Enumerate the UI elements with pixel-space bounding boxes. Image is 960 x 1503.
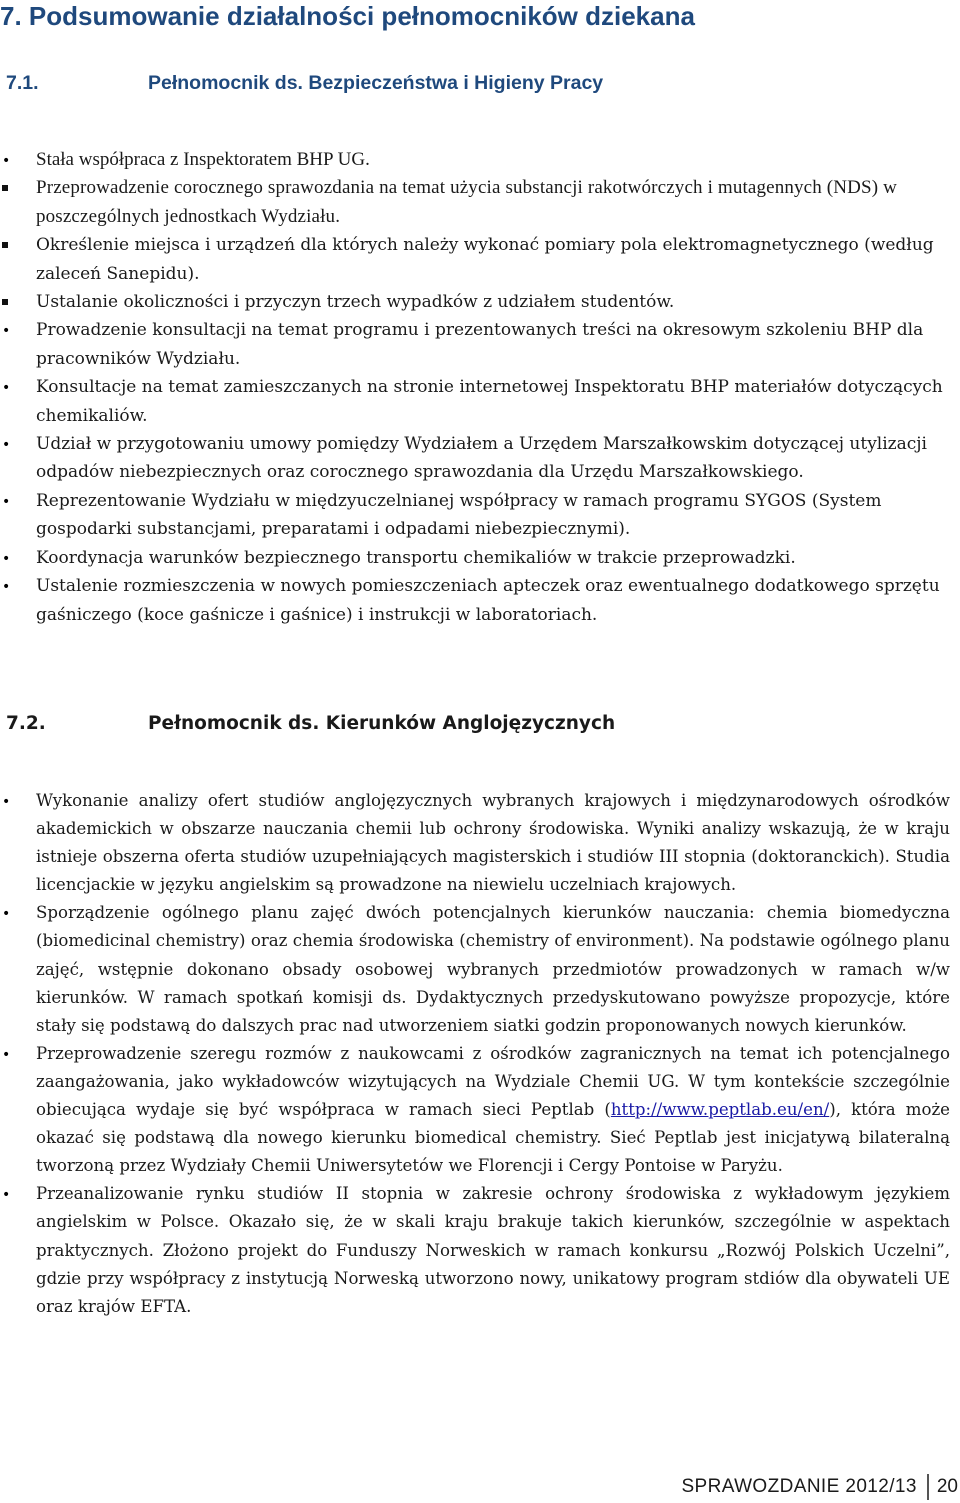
list-item-text: Konsultacje na temat zamieszczanych na stronie internetowej Inspektoratu BHP materiałów dotyczących chemikaliów. xyxy=(36,377,943,426)
list-item-text-before-link: Przeprowadzenie szeregu rozmów z naukowcami z ośrodków zagranicznych na temat ich potencjalnego zaangażowania, jako wykładowców wizytujących na Wydziale Chemii UG. W tym kontekście szczególnie obiecująca wydaje się być współpraca w ramach sieci Peptlab ( xyxy=(36,1043,950,1120)
bullet-dot-icon xyxy=(2,544,16,573)
bullet-dot-icon xyxy=(2,373,16,402)
section-7-2-heading xyxy=(6,708,615,740)
list-item xyxy=(0,1180,950,1320)
list-item-text: Koordynacja warunków bezpiecznego transportu chemikaliów w trakcie przeprowadzki. xyxy=(36,547,796,568)
list-item xyxy=(0,899,950,1039)
bullet-dot-icon xyxy=(2,487,16,516)
report-label: SPRAWOZDANIE 2012/13 xyxy=(681,1475,917,1497)
list-item-text: Wykonanie analizy ofert studiów anglojęzycznych wybranych krajowych i międzynarodowych ośrodków akademickich w obszarze nauczania chemii lub ochrony środowiska. Wyniki analizy wskazują, że w kraju istnieje obszerna oferta studiów uzupełniających magisterskich i studiów III stopnia (doktoranckich). Studia licencjackie w języku angielskim są prowadzone na niewielu uczelniach krajowych. xyxy=(36,791,950,895)
list-item-text: Określenie miejsca i urządzeń dla których należy wykonać pomiary pola elektromagnetycznego (według zaleceń Sanepidu). xyxy=(36,235,934,284)
section-7-2-number: 7.2. xyxy=(6,713,46,734)
bullet-dot-icon xyxy=(2,430,16,459)
list-item-text: Prowadzenie konsultacji na temat programu i prezentowanych treści na okresowym szkoleniu BHP dla pracowników Wydziału. xyxy=(36,320,924,369)
list-item-text: Sporządzenie ogólnego planu zajęć dwóch potencjalnych kierunków nauczania: chemia biomedyczna (biomedicinal chemistry) oraz chemia środowiska (chemistry of environment). Na podstawie ogólnego planu zajęć, wstępnie dokonano obsady osobowej wybranych przedmiotów prowadzonych w ramach w/w kierunków. W ramach spotkań komisji ds. Dydaktycznych przedyskutowano powyższe propozycje, które stały się podstawą do dalszych prac nad utworzeniem siatki godzin proponowanych nowych kierunków. xyxy=(36,903,950,1035)
section-7-1-number: 7.1. xyxy=(6,72,39,94)
list-item xyxy=(0,288,958,316)
page-number: 20 xyxy=(936,1475,958,1497)
section-7-2-title: Pełnomocnik ds. Kierunków Anglojęzycznych xyxy=(148,713,616,734)
list-item xyxy=(0,787,950,899)
bullet-dot-icon xyxy=(2,316,16,345)
section-7-2-list xyxy=(0,787,950,1321)
bullet-dot-icon xyxy=(2,1040,16,1069)
list-item xyxy=(0,373,958,430)
section-7-1-list xyxy=(0,146,958,629)
list-item xyxy=(0,174,958,231)
bullet-dot-icon xyxy=(2,787,16,816)
page-title: 7. Podsumowanie działalności pełnomocników dziekana xyxy=(0,1,695,31)
bullet-dot-icon xyxy=(2,899,16,928)
section-7-1-title: Pełnomocnik ds. Bezpieczeństwa i Higieny Pracy xyxy=(148,72,604,94)
list-item-text: Udział w przygotowaniu umowy pomiędzy Wydziałem a Urzędem Marszałkowskim dotyczącej utylizacji odpadów niebezpiecznych oraz corocznego sprawozdania dla Urzędu Marszałkowskiego. xyxy=(36,434,927,483)
list-item xyxy=(0,231,958,288)
list-item-text: Ustalanie okoliczności i przyczyn trzech wypadków z udziałem studentów. xyxy=(36,292,675,313)
bullet-dot-icon xyxy=(2,146,16,175)
list-item-text: Przeanalizowanie rynku studiów II stopnia w zakresie ochrony środowiska z wykładowym językiem angielskim w Polsce. Okazało się, że w skali kraju brakuje takich kierunków, szczególnie w aspektach praktycznych. Złożono projekt do Funduszy Norweskich w ramach konkursu „Rozwój Polskich Uczelni”, gdzie przy współpracy z instytucją Norweską utworzono nowy, unikatowy program stdiów dla obywateli UE oraz krajów EFTA. xyxy=(36,1184,950,1316)
peptlab-link[interactable]: http://www.peptlab.eu/en/ xyxy=(610,1100,830,1120)
list-item-text: Ustalenie rozmieszczenia w nowych pomieszczeniach apteczek oraz ewentualnego dodatkowego sprzętu gaśniczego (koce gaśnicze i gaśnice) i instrukcji w laboratoriach. xyxy=(36,576,940,625)
list-item xyxy=(0,572,958,629)
list-item xyxy=(0,487,958,544)
list-item xyxy=(0,430,958,487)
list-item xyxy=(0,544,958,572)
list-item-text-after-link: ), która może okazać się podstawą dla nowego kierunku biomedical chemistry. Sieć Peptlab jest inicjatywą bilateralną tworzoną przez Wydziały Chemii Uniwersytetów we Florencji i Cergy Pontoise w Paryżu. xyxy=(36,1100,951,1176)
page-footer xyxy=(681,1470,960,1503)
list-item-text: Reprezentowanie Wydziału w międzyuczelnianej współpracy w ramach programu SYGOS (System gospodarki substancjami, preparatami i odpadami niebezpiecznymi). xyxy=(36,490,882,540)
list-item xyxy=(0,146,958,174)
list-item xyxy=(0,316,958,373)
list-item-text: Przeprowadzenie corocznego sprawozdania na temat użycia substancji rakotwórczych i mutagennych (NDS) w poszczególnych jednostkach Wydziału. xyxy=(36,177,897,227)
list-item-text: Stała współpraca z Inspektoratem BHP UG. xyxy=(36,149,370,170)
section-7-1-heading xyxy=(6,68,603,98)
bullet-dot-icon xyxy=(2,1180,16,1209)
bullet-dot-icon xyxy=(2,572,16,601)
list-item xyxy=(0,1040,950,1180)
